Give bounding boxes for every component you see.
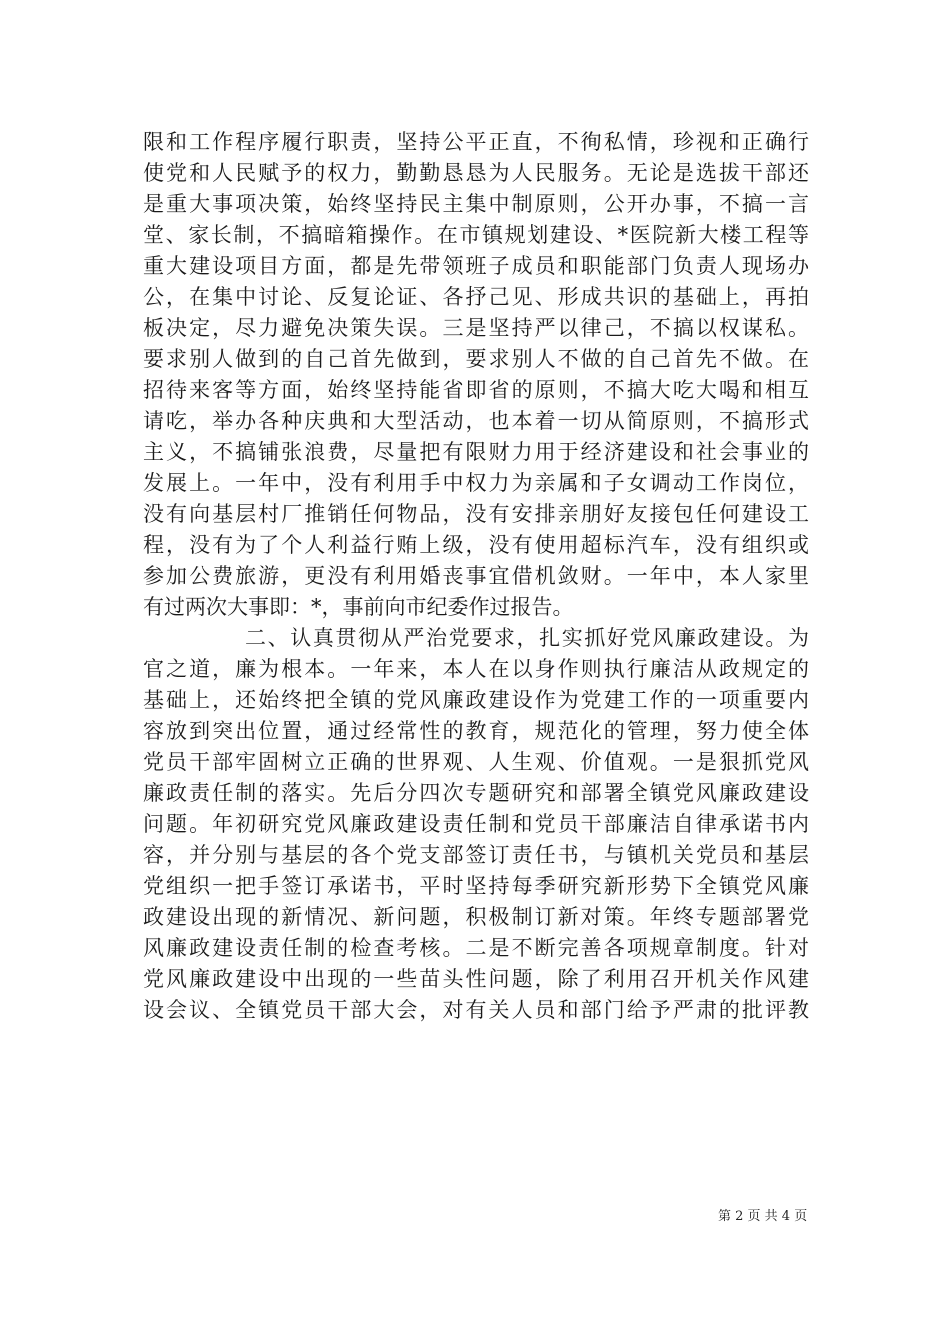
text-line: 党员干部牢固树立正确的世界观、人生观、价值观。一是狠抓党风 <box>143 750 809 774</box>
text-line: 参加公费旅游，更没有利用婚丧事宜借机敛财。一年中，本人家里 <box>143 564 809 588</box>
text-line: 主义，不搞铺张浪费，尽量把有限财力用于经济建设和社会事业的 <box>143 440 809 464</box>
text-line: 公，在集中讨论、反复论证、各抒己见、形成共识的基础上，再拍 <box>143 285 809 309</box>
text-line: 风廉政建设责任制的检查考核。二是不断完善各项规章制度。针对 <box>143 936 809 960</box>
text-line: 程，没有为了个人利益行贿上级，没有使用超标汽车，没有组织或 <box>143 533 809 557</box>
text-line: 请吃，举办各种庆典和大型活动，也本着一切从简原则，不搞形式 <box>143 409 809 433</box>
text-line: 招待来客等方面，始终坚持能省即省的原则，不搞大吃大喝和相互 <box>143 378 809 402</box>
document-body <box>143 127 809 1026</box>
page-number-footer: 第 2 页 共 4 页 <box>718 1209 808 1224</box>
paragraph-2 <box>143 623 809 1026</box>
text-line: 基础上，还始终把全镇的党风廉政建设作为党建工作的一项重要内 <box>143 688 809 712</box>
text-line: 问题。年初研究党风廉政建设责任制和党员干部廉洁自律承诺书内 <box>143 812 809 836</box>
paragraph-1 <box>143 127 809 623</box>
text-line: 要求别人做到的自己首先做到，要求别人不做的自己首先不做。在 <box>143 347 809 371</box>
text-line: 堂、家长制，不搞暗箱操作。在市镇规划建设、*医院新大楼工程等 <box>143 223 809 247</box>
text-line: 重大建设项目方面，都是先带领班子成员和职能部门负责人现场办 <box>143 254 809 278</box>
text-line: 设会议、全镇党员干部大会，对有关人员和部门给予严肃的批评教 <box>143 998 809 1022</box>
text-line: 有过两次大事即：*，事前向市纪委作过报告。 <box>143 595 574 619</box>
text-line: 容放到突出位置，通过经常性的教育，规范化的管理，努力使全体 <box>143 719 809 743</box>
text-line: 使党和人民赋予的权力，勤勤恳恳为人民服务。无论是选拔干部还 <box>143 161 809 185</box>
text-line: 政建设出现的新情况、新问题，积极制订新对策。年终专题部署党 <box>143 905 809 929</box>
text-line: 党风廉政建设中出现的一些苗头性问题，除了利用召开机关作风建 <box>143 967 809 991</box>
text-line: 板决定，尽力避免决策失误。三是坚持严以律己，不搞以权谋私。 <box>143 316 809 340</box>
text-line: 廉政责任制的落实。先后分四次专题研究和部署全镇党风廉政建设 <box>143 781 809 805</box>
text-line: 没有向基层村厂推销任何物品，没有安排亲朋好友接包任何建设工 <box>143 502 809 526</box>
text-line: 发展上。一年中，没有利用手中权力为亲属和子女调动工作岗位， <box>143 471 809 495</box>
text-line: 是重大事项决策，始终坚持民主集中制原则，公开办事，不搞一言 <box>143 192 809 216</box>
text-line: 官之道，廉为根本。一年来，本人在以身作则执行廉洁从政规定的 <box>143 657 809 681</box>
text-line: 党组织一把手签订承诺书，平时坚持每季研究新形势下全镇党风廉 <box>143 874 809 898</box>
text-line: 容，并分别与基层的各个党支部签订责任书，与镇机关党员和基层 <box>143 843 809 867</box>
text-line: 限和工作程序履行职责，坚持公平正直，不徇私情，珍视和正确行 <box>143 130 809 154</box>
text-line: 二、认真贯彻从严治党要求，扎实抓好党风廉政建设。为 <box>245 626 809 650</box>
